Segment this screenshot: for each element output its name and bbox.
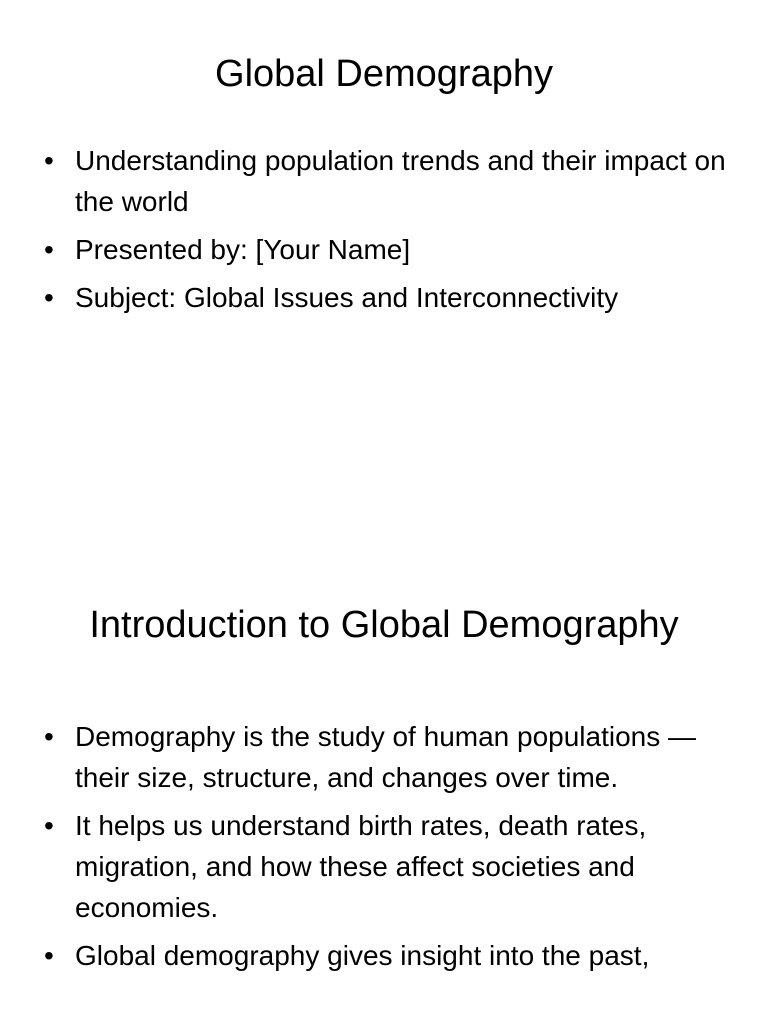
slide-title: Global Demography bbox=[215, 53, 553, 95]
bullet-icon: • bbox=[44, 940, 54, 971]
bullet-text: Subject: Global Issues and Interconnectivity bbox=[75, 282, 619, 313]
bullet-item bbox=[40, 277, 728, 318]
bullet-icon: • bbox=[44, 810, 54, 841]
bullet-item bbox=[40, 229, 728, 270]
slide-2 bbox=[0, 576, 768, 1024]
bullet-item bbox=[40, 716, 728, 798]
bullet-text: Presented by: [Your Name] bbox=[75, 234, 411, 265]
bullet-list bbox=[40, 140, 728, 325]
slide-title: Introduction to Global Demography bbox=[89, 604, 679, 646]
bullet-icon: • bbox=[44, 145, 54, 176]
bullet-item bbox=[40, 935, 728, 976]
bullet-text: It helps us understand birth rates, death rates, migration, and how these affect societies and economies. bbox=[75, 810, 647, 923]
bullet-text: Demography is the study of human populations — their size, structure, and changes over time. bbox=[75, 721, 697, 793]
bullet-icon: • bbox=[44, 234, 54, 265]
bullet-icon: • bbox=[44, 282, 54, 313]
bullet-list bbox=[40, 716, 728, 983]
bullet-item bbox=[40, 805, 728, 928]
bullet-icon: • bbox=[44, 721, 54, 752]
bullet-text: Global demography gives insight into the past, bbox=[75, 940, 650, 971]
bullet-item bbox=[40, 140, 728, 222]
bullet-text: Understanding population trends and their impact on the world bbox=[75, 145, 726, 217]
